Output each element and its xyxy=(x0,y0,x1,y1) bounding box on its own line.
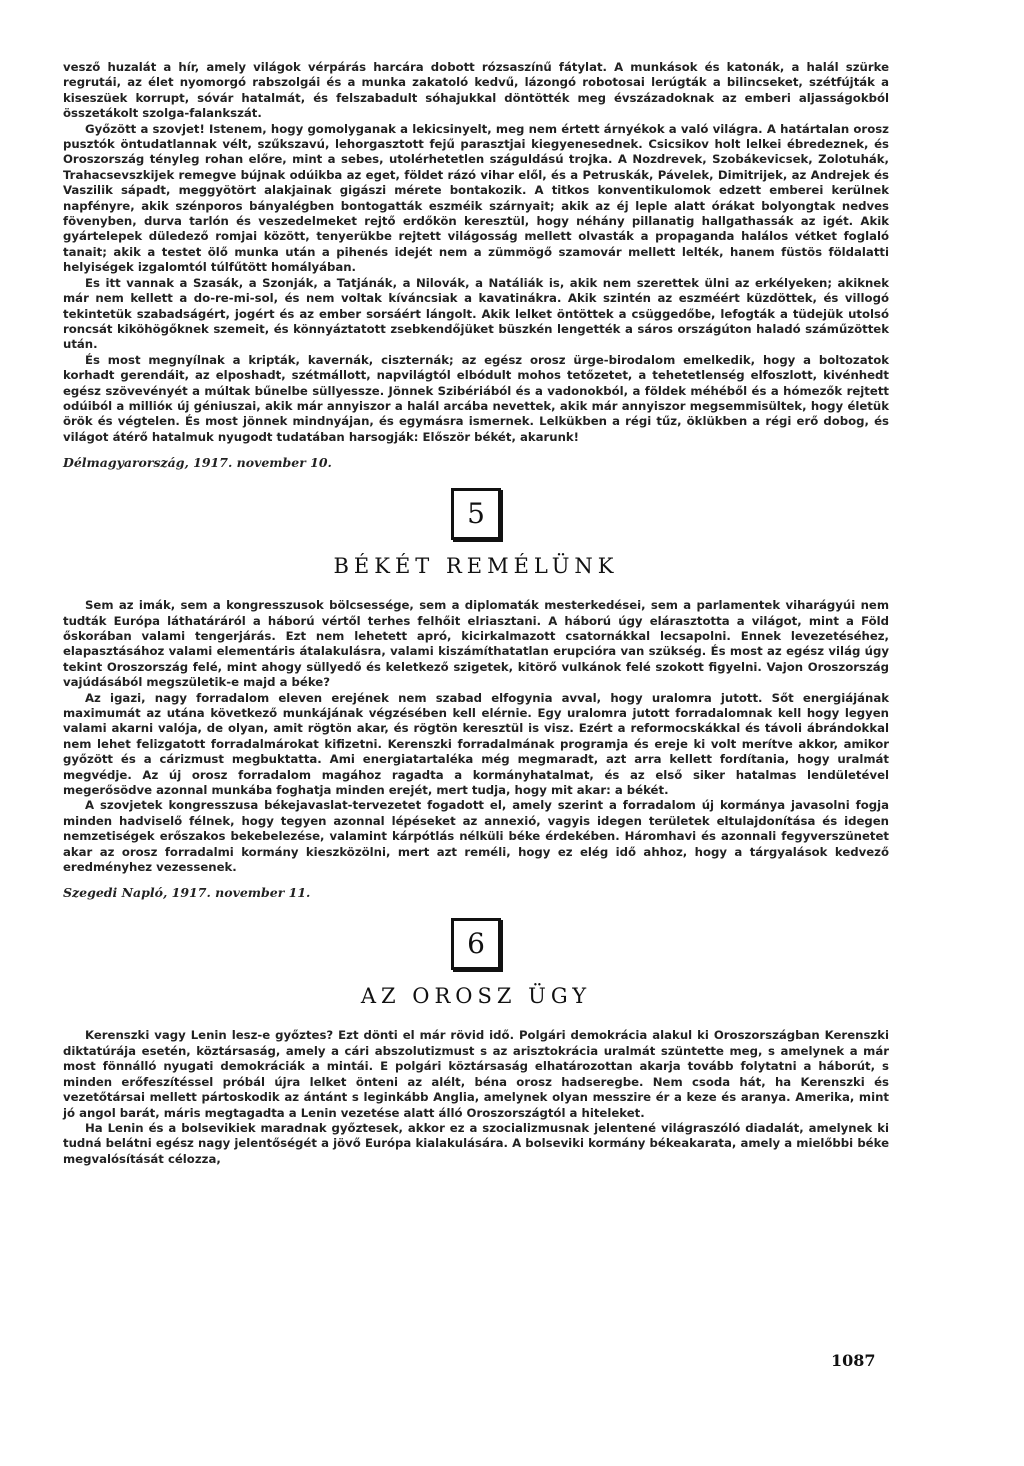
intro-paragraph-2: Győzött a szovjet! Istenem, hogy gomolyganak a lekicsinyelt, meg nem értett árnyékok a való világra. A határtalan orosz pusztók öntudatlannak vélt, szűkszavú, lehorgasztott fejű parasztjai kiegyenesednek. Csicsikov holt lelkei ébredeznek, és Oroszország tényleg rohan előre, mint a sebes, utolérhetetlen száguldású trojka. A Nozdrevek, Szobákevicsek, Zolotuhák, Trahacsevszkijek remegve bújnak odúikba az eget, földet rázó vihar elől, és a Petruskák, Pávelek, Dimitrijek, az Andrejek és Vaszilik sápadt, meggyötört alakjainak gigászi mérete bontakozik. A titkos konventikulomok edzett emberei kerülnek napfényre, akik szénporos bányalégben bontogatták eszméik szárnyait; akik az éj leple alatt órákat bolyongtak nedves fövenyben, durva tarlón és veszedelmeket rejtő erdőkön keresztül, hogy néhány pillanatig hallgathassák az igét. Akik gyártelepek düledező romjai között, tenyerükbe rejtett világosság mellett olvasták a propaganda halálos vétket foglaló tanait; akik a testet ölő munka után a pihenés idejét nem a zümmögő szamovár mellett lelték, hanem füstös földalatti helyiségek izgalomtól túlfűtött homályában. xyxy=(63,121,889,275)
section-5-number-box: 5 xyxy=(451,488,501,540)
page-content xyxy=(63,60,889,1167)
section-5-paragraph-3: A szovjetek kongresszusa békejavaslat-tervezetet fogadott el, amely szerint a forradalom új kormánya javasolni fogja minden hadviselő félnek, hogy tegyen azonnal lépéseket az annexió, vagyis idegen területek eltulajdonítása és idegen nemzetiségek erőszakos bekebelezése, valamint kárpótlás nélküli béke érdekében. Háromhavi és azonnali fegyverszünetet akar az orosz forradalmi kormány kieszközölni, mert azt reméli, hogy ez elég idő ahhoz, hogy a tárgyalások kedvező eredményhez vezessenek. xyxy=(63,798,889,875)
intro-paragraph-4: És most megnyílnak a kripták, kavernák, ciszternák; az egész orosz ürge-birodalom emelkedik, hogy a boltozatok korhadt gerendáit, az elposhadt, szétmállott, napvilágtól elbódult mohos tetőzetet, a tehetetlenség elfoszlott, kivénhedt egész szövevényét a múltak bűnelbe süllyessze. Jönnek Szibériából és a vadonokból, a földek méhéből és a hómezők rejtett odúiból a millióк új géniuszai, akik már annyiszor a halál arcába nevettek, akik már annyiszor megsemmisültek, hogy életük örök és végtelen. És most jönnek mindnyájan, és egymásra ismernek. Lelkükben a régi tűz, öklükben a régi erő dobog, és világot átérő hatalmuk nyugodt tudatában harsogják: Először békét, akarunk! xyxy=(63,352,889,444)
section-5-paragraph-2: Az igazi, nagy forradalom eleven erejének nem szabad elfogynia avval, hogy uralomra jutott. Sőt energiájának maximumát az utána következő munkájának végzésében kell elérnie. Egy uralomra jutott forradalomnak kell hogy legyen valami akarni valója, de olyan, amit rögtön akar, és rögtön keresztül is visz. Ezért a reformocskákkal és távoli ábrándokkal nem lehet felizgatott forradalmárokat kifizetni. Kerenszki forradalmának programja és ereje ki volt merítve akkor, amikor győzött és a cárizmust megbuktatta. Ami energiatartaléka még megmaradt, azt arra kellett fordítania, hogy uralmát megvédje. Az új orosz forradalom magához ragadta a kormányhatalmat, és az első siker hatalmas lendületével megerősödve azonnal munkába foghatja minden erejét, mert tudja, hogy mit akar: a békét. xyxy=(63,690,889,798)
section-5-source: Szegedi Napló, 1917. november 11. xyxy=(63,885,311,901)
section-6-title: AZ OROSZ ÜGY xyxy=(360,984,592,1009)
intro-paragraph-3: Es itt vannak a Szasák, a Szonják, a Tatjánák, a Nilovák, a Natáliák is, akik nem szerettek ülni az erkélyeken; akiknek már nem kellett a do-re-mi-sol, és nem voltak kíváncsiak a kavatinákra. Akik szintén az eszméért küzdöttek, és villogó tekintetük szabadságért, jogért és az ember sorsáért lángolt. Akik lelket öntöttek a csüggedőbe, lefogták a tüdejük utolsó roncsát kiköhögőknek szemeit, és könnyáztatott zsebkendőjüket büszkén lengették a sáros országúton haladó száműzöttek után. xyxy=(63,275,889,352)
section-5-paragraph-1: Sem az imák, sem a kongresszusok bölcsessége, sem a diplomaták mesterkedései, sem a parlamentek viharágyúi nem tudták Európa láthatáráról a háború vértől terhes felhőit elriasztani. A háború úgy elárasztotta a világot, mint a Föld őskorában valami tengerjárás. Ezt nem lehetett apró, kicirkalmazott csatornákkal lecsapolni. Ennek levezetéséhez, elapasztásához valami elementáris átalakulásra, valami kiszámíthatatlan erupcióra van szükség. És most az egész világ úgy tekint Oroszország felé, mint ahogy süllyedő és keletkező szigetek, kitörő vulkánok felé szokott figyelni. Vajon Oroszország vajúdásából megszületik-e majd a béke? xyxy=(63,598,889,690)
section-5-title: BÉKÉT REMÉLÜNK xyxy=(333,554,619,579)
page-number: 1087 xyxy=(831,1351,876,1370)
section-5-number-wrap xyxy=(63,488,889,540)
section-6-number-box: 6 xyxy=(451,918,501,970)
section-6-number-wrap xyxy=(63,918,889,970)
intro-source: Délmagyarország, 1917. november 10. xyxy=(63,455,332,471)
section-6-paragraph-1: Kerenszki vagy Lenin lesz-e győztes? Ezt dönti el már rövid idő. Polgári demokrácia alakul ki Oroszországban Kerenszki diktatúrája esetén, köztársaság, amely a cári abszolutizmust s az arisztokrácia uralmát szüntette meg, s amelynek a már most fönnálló nyugati demokráciák a mintái. E polgári köztársaság elhatározottan akarja tovább folytatni a háborút, s minden erőfeszítéssel próbál újra lelket önteni az alélt, béna orosz hadseregbe. Nem csoda hát, ha Kerenszki és vezetőtársai mellett pártoskodik az ántánt s leginkább Anglia, amelynek olyan messzire ér a keze és aranya. Amerika, mint jó angol barát, máris megtagadta a Lenin vezetése alatt álló Oroszországtól a hiteleket. xyxy=(63,1028,889,1120)
section-6-paragraph-2: Ha Lenin és a bolsevikiek maradnak győztesek, akkor ez a szocializmusnak jelentené világraszóló diadalát, amelynek ki tudná belátni egész nagy jelentőségét a jövő Európa kialakulására. A bolseviki kormány békeakarata, amely a mielőbbi béke megvalósítását célozza, xyxy=(63,1120,889,1166)
intro-paragraph-1: vesző huzalát a hír, amely világok vérpárás harcára dobott rózsaszínű fátylat. A munkások és katonák, a halál szürke regrutái, az élet nyomorgó rabszolgái és a munka zakatoló kedvű, lázongó robotosai lerúgták a bilincseket, szétfújták a kiseszüek korrupt, sóvár hatalmát, és felszabadult sóhajukkal döntötték meg évszázadoknak az emberi aljasságokból összetákolt szolga-falankszát. xyxy=(63,60,889,121)
